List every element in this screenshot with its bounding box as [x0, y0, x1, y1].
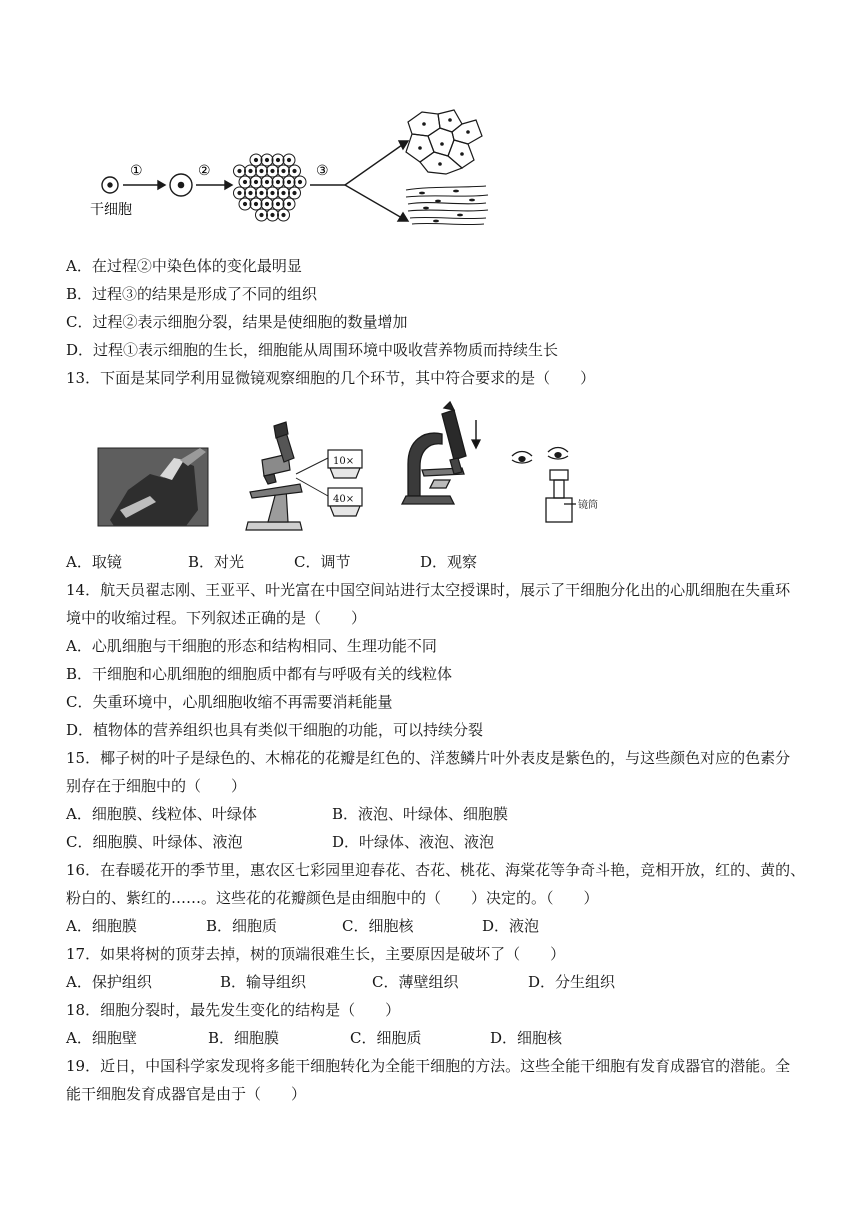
q12-option-c[interactable]: C．过程②表示细胞分裂，结果是使细胞的数量增加: [66, 313, 408, 331]
q13-option-a[interactable]: A．取镜: [66, 553, 122, 571]
microscope-steps-figure: [90, 400, 630, 535]
q12-option-d[interactable]: D．过程①表示细胞的生长，细胞能从周围环境中吸收营养物质而持续生长: [66, 341, 559, 359]
q14-option-b[interactable]: B．干细胞和心肌细胞的细胞质中都有与呼吸有关的线粒体: [66, 665, 453, 683]
q12-option-b[interactable]: B．过程③的结果是形成了不同的组织: [66, 285, 318, 303]
q18-options: [66, 1028, 786, 1048]
q16-options: [66, 916, 786, 936]
q18-option-d[interactable]: D．细胞核: [490, 1029, 563, 1047]
step2-label: ②: [198, 163, 211, 179]
q18-option-b[interactable]: B．细胞膜: [208, 1029, 280, 1047]
observe-eyes-icon: [512, 448, 576, 523]
q14-option-a[interactable]: A．心肌细胞与干细胞的形态和结构相同、生理功能不同: [66, 637, 437, 655]
q16-option-a[interactable]: A．细胞膜: [66, 917, 137, 935]
q13-option-d[interactable]: D．观察: [420, 553, 478, 571]
q16-stem-line1: 16．在春暖花开的季节里，惠农区七彩园里迎春花、杏花、桃花、海棠花等争奇斗艳，竞相开放，红的、黄的、: [66, 861, 806, 879]
q13-stem: 13．下面是某同学利用显微镜观察细胞的几个环节，其中符合要求的是（ ）: [66, 369, 596, 387]
stem-cell-label: 干细胞: [90, 202, 132, 218]
q17-options: [66, 972, 786, 992]
q16-option-c[interactable]: C．细胞核: [342, 917, 414, 935]
step1-label: ①: [130, 163, 143, 179]
q13-option-c[interactable]: C．调节: [294, 553, 351, 571]
epithelial-tissue-icon: [406, 110, 482, 174]
adjust-microscope-icon: [402, 402, 480, 504]
q17-option-a[interactable]: A．保护组织: [66, 973, 152, 991]
step3-label: ③: [316, 163, 329, 179]
q13-options: [66, 552, 786, 572]
q17-stem: 17．如果将树的顶芽去掉，树的顶端很难生长，主要原因是破坏了（ ）: [66, 945, 566, 963]
muscle-tissue-icon: [406, 186, 488, 225]
take-microscope-photo-icon: [98, 448, 208, 526]
q18-option-a[interactable]: A．细胞壁: [66, 1029, 137, 1047]
q12-option-a[interactable]: A．在过程②中染色体的变化最明显: [66, 257, 302, 275]
q18-stem: 18．细胞分裂时，最先发生变化的结构是（ ）: [66, 1001, 401, 1019]
q19-stem-line1: 19．近日，中国科学家发现将多能干细胞转化为全能干细胞的方法。这些全能干细胞有发育成器官的潜能。全: [66, 1057, 791, 1075]
q17-option-c[interactable]: C．薄壁组织: [372, 973, 459, 991]
q14-option-d[interactable]: D．植物体的营养组织也具有类似干细胞的功能，可以持续分裂: [66, 721, 484, 739]
q15-options-row2: [66, 832, 786, 852]
q15-options-row1: [66, 804, 786, 824]
q15-option-d[interactable]: D．叶绿体、液泡、液泡: [332, 833, 495, 851]
cell-cluster-icon: [234, 154, 307, 221]
q16-option-d[interactable]: D．液泡: [482, 917, 540, 935]
microscope-objectives-icon: [246, 422, 362, 530]
q15-option-c[interactable]: C．细胞膜、叶绿体、液泡: [66, 833, 243, 851]
q13-option-b[interactable]: B．对光: [188, 553, 245, 571]
q19-stem-line2: 能干细胞发育成器官是由于（ ）: [66, 1085, 307, 1103]
q15-stem-line2: 别存在于细胞中的（ ）: [66, 777, 247, 795]
q15-option-a[interactable]: A．细胞膜、线粒体、叶绿体: [66, 805, 257, 823]
objective-10x-label: 10×: [333, 456, 355, 467]
q14-stem-line2: 境中的收缩过程。下列叙述正确的是（ ）: [66, 609, 367, 627]
q17-option-b[interactable]: B．输导组织: [220, 973, 307, 991]
q18-option-c[interactable]: C．细胞质: [350, 1029, 422, 1047]
q15-stem-line1: 15．椰子树的叶子是绿色的、木棉花的花瓣是红色的、洋葱鳞片叶外表皮是紫色的，与这些颜色对应的色素分: [66, 749, 791, 767]
cell-process-diagram: [90, 100, 490, 235]
objective-40x-label: 40×: [333, 494, 355, 505]
q17-option-d[interactable]: D．分生组织: [528, 973, 616, 991]
q16-option-b[interactable]: B．细胞质: [206, 917, 278, 935]
q14-stem-line1: 14．航天员翟志刚、王亚平、叶光富在中国空间站进行太空授课时，展示了干细胞分化出的心肌细胞在失重环: [66, 581, 791, 599]
q15-option-b[interactable]: B．液泡、叶绿体、细胞膜: [332, 805, 509, 823]
q16-stem-line2: 粉白的、紫红的……。这些花的花瓣颜色是由细胞中的（ ）决定的。（ ）: [66, 889, 599, 907]
tube-label: 镜筒: [578, 500, 598, 511]
q14-option-c[interactable]: C．失重环境中，心肌细胞收缩不再需要消耗能量: [66, 693, 393, 711]
